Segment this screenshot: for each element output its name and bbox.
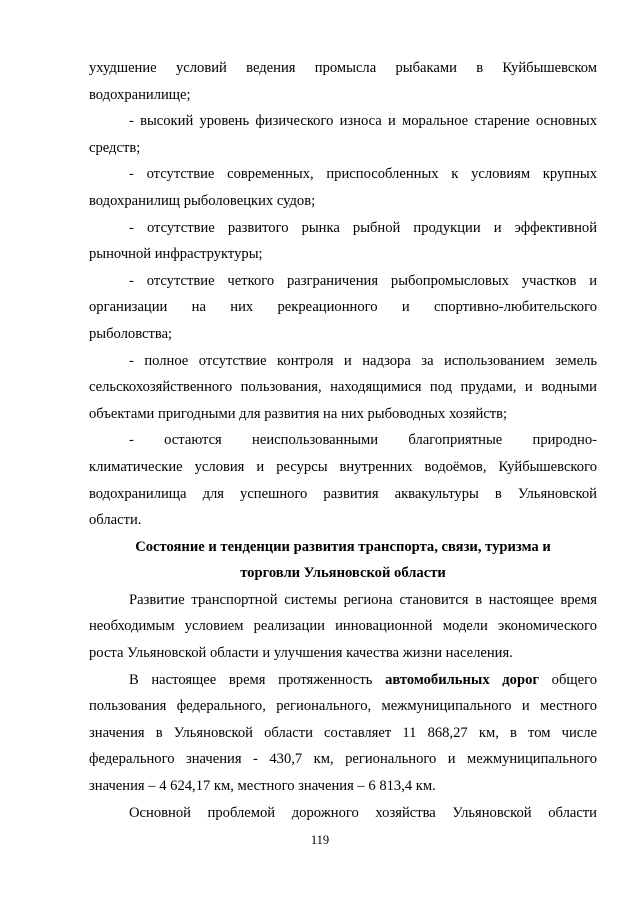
roads-text-before: В настоящее время протяженность [129,671,386,688]
paragraph-line: рыболовства; [89,325,173,342]
paragraph-line: федерального значения - 430,7 км, регионального и межмуниципального [89,751,597,768]
paragraph-line: - отсутствие современных, приспособленных к условиям крупных [129,166,597,183]
paragraph-line: Основной проблемой дорожного хозяйства Ульяновской области [129,804,597,821]
paragraph-line: значения в Ульяновской области составляет 11 868,27 км, в том числе [89,724,597,741]
paragraph-line: - отсутствие четкого разграничения рыбопромысловых участков и [129,272,597,289]
text-block-bottom [89,693,597,826]
paragraph-line: Развитие транспортной системы региона становится в настоящее время [129,591,597,608]
paragraph-line: водохранилище; [89,86,191,103]
paragraph-line: водохранилищ рыболовецких судов; [89,192,316,209]
paragraph-line: - остаются неиспользованными благоприятные природно- [129,432,597,449]
paragraph-line: роста Ульяновской области и улучшения качества жизни населения. [89,645,513,662]
paragraph-line: - полное отсутствие контроля и надзора за использованием земель [129,352,597,369]
paragraph-line-roads [89,667,597,694]
page-number: 119 [310,833,330,847]
paragraph-line: - высокий уровень физического износа и моральное старение основных [129,113,597,130]
paragraph-line: значения – 4 624,17 км, местного значения – 6 813,4 км. [89,778,436,795]
paragraph-line: организации на них рекреационного и спортивно-любительского [89,299,597,316]
paragraph-line: области. [89,512,142,529]
roads-text-after: общего [539,671,597,688]
paragraph-line: климатические условия и ресурсы внутренних водоёмов, Куйбышевского [89,458,597,475]
paragraph-line: рыночной инфраструктуры; [89,246,263,263]
paragraph-line: - отсутствие развитого рынка рыбной продукции и эффективной [129,219,597,236]
paragraph-line: объектами пригодными для развития на них рыбоводных хозяйств; [89,405,508,422]
paragraph-line: необходимым условием реализации инновационной модели экономического [89,618,597,635]
paragraph-line: водохранилища для успешного развития аквакультуры в Ульяновской [89,485,597,502]
roads-text-bold: автомобильных дорог [385,671,539,688]
paragraph-line: сельскохозяйственного пользования, находящимися под прудами, и водными [89,379,597,396]
paragraph-line: средств; [89,139,141,156]
paragraph-line: пользования федерального, регионального, межмуниципального и местного [89,698,597,715]
paragraph-line: ухудшение условий ведения промысла рыбаками в Куйбышевском [89,60,597,76]
section-heading-line: торговли Ульяновской области [240,565,446,582]
section-heading-line: Состояние и тенденции развития транспорта, связи, туризма и [135,538,551,555]
document-page [89,55,597,826]
text-block-top [89,55,597,667]
